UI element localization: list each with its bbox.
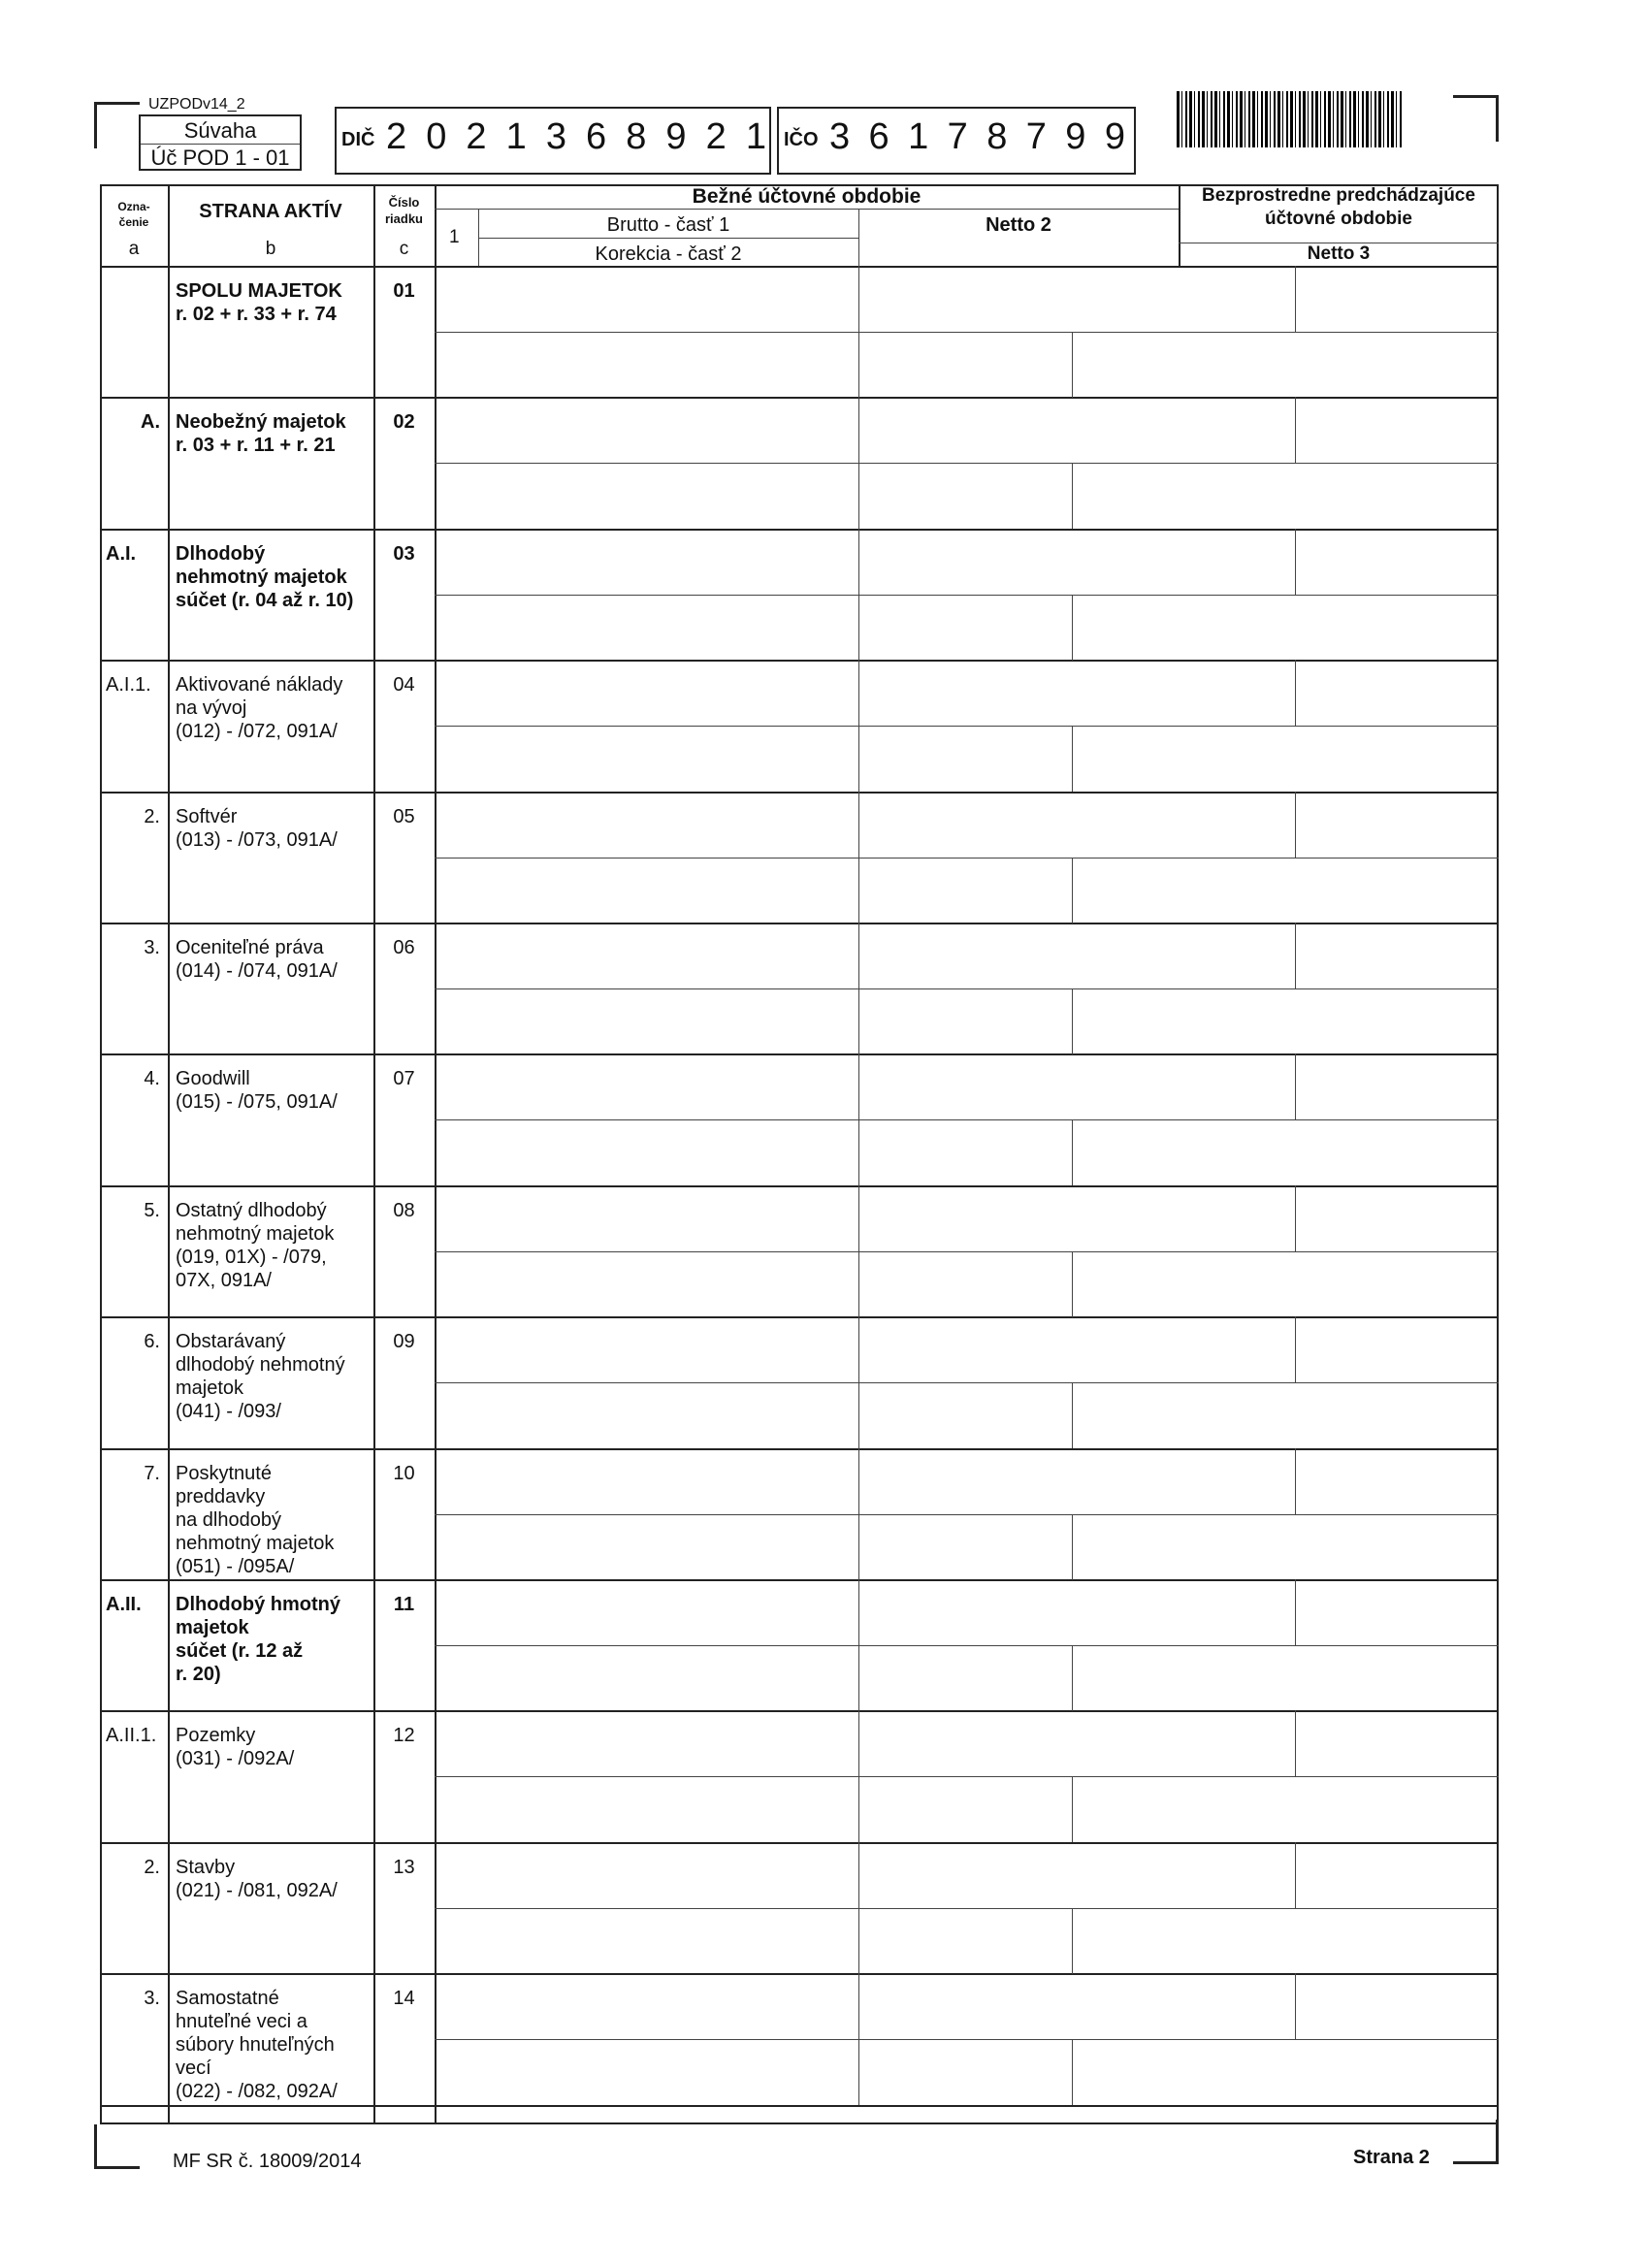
row-label-line: Oceniteľné práva [176, 937, 324, 958]
row-mid-line [435, 463, 1499, 464]
brutto-input[interactable] [436, 1712, 857, 1775]
col-header-korekcia: Korekcia - časť 2 [595, 243, 742, 265]
corner-mark-top-left-h [94, 102, 140, 105]
netto2-input[interactable] [859, 1055, 1294, 1118]
ico-digit: 9 [1065, 116, 1086, 157]
col-line-a [168, 184, 170, 2124]
row-mid-line [435, 332, 1499, 333]
row-oznacenie: 6. [144, 1331, 160, 1352]
row-label-line: (031) - /092A/ [176, 1748, 295, 1769]
row-col-line-korekcia [1072, 1119, 1073, 1185]
korekcia-input[interactable] [436, 1778, 1071, 1840]
row-label-line: preddavky [176, 1486, 266, 1507]
row-cislo: 13 [393, 1857, 415, 1878]
row-label [176, 1593, 370, 1686]
netto2-input[interactable] [859, 924, 1294, 988]
row-label-line: Pozemky [176, 1725, 256, 1746]
dic-digit: 1 [745, 116, 766, 157]
barcode [1177, 91, 1404, 147]
row-col-line-korekcia [1072, 2039, 1073, 2105]
col-header-1: 1 [449, 227, 460, 247]
row-cislo: 09 [393, 1331, 415, 1352]
col-header-a: a [128, 239, 140, 259]
netto3-input[interactable] [1297, 1187, 1497, 1250]
netto3-input[interactable] [1297, 1844, 1497, 1907]
row-label-line: (015) - /075, 091A/ [176, 1091, 338, 1113]
brutto-input[interactable] [436, 1450, 857, 1513]
row-col-line-netto3 [1295, 1710, 1296, 1776]
netto2-korekcia-input[interactable] [1074, 465, 1497, 527]
row-oznacenie: A.I. [106, 543, 137, 565]
row-col-line-netto3 [1295, 1185, 1296, 1251]
row-label-line: (013) - /073, 091A/ [176, 829, 338, 851]
dic-digit: 3 [545, 116, 566, 157]
col-header-b: b [265, 239, 276, 259]
dic-digit: 2 [466, 116, 487, 157]
netto2-korekcia-input[interactable] [1074, 334, 1497, 396]
row-label-line: nehmotný majetok [176, 1223, 335, 1245]
row-label-line: SPOLU MAJETOK [176, 280, 342, 302]
row-oznacenie: 3. [144, 937, 160, 958]
row-col-line-korekcia [1072, 332, 1073, 398]
ico-digit: 7 [1025, 116, 1047, 157]
row-label [176, 673, 370, 743]
col-header-netto3: Netto 3 [1307, 243, 1371, 264]
netto3-input[interactable] [1297, 1055, 1497, 1118]
row-cislo: 02 [393, 411, 415, 433]
row-label-line: Obstarávaný [176, 1331, 286, 1352]
row-col-line-korekcia [1072, 858, 1073, 923]
netto2-korekcia-input[interactable] [1074, 1253, 1497, 1315]
netto2-input[interactable] [859, 1975, 1294, 2038]
row-col-line-netto3 [1295, 1448, 1296, 1514]
row-col-line-korekcia [1072, 1645, 1073, 1711]
corner-mark-top-right [1496, 95, 1499, 142]
row-col-line-netto3 [1295, 792, 1296, 858]
dic-digit: 9 [665, 116, 687, 157]
brutto-input[interactable] [436, 794, 857, 857]
row-oznacenie: A.I.1. [106, 674, 151, 696]
brutto-input[interactable] [436, 268, 857, 331]
col-header-c: c [399, 239, 409, 259]
korekcia-input[interactable] [436, 1384, 1071, 1446]
ico-digit: 1 [908, 116, 929, 157]
title-line2: Úč POD 1 - 01 [150, 146, 290, 170]
row-label [176, 805, 370, 852]
netto3-input[interactable] [1297, 1975, 1497, 2038]
row-label [176, 542, 370, 612]
dic-digit: 6 [586, 116, 607, 157]
netto2-korekcia-input[interactable] [1074, 990, 1497, 1053]
row-oznacenie: 2. [144, 1857, 160, 1878]
row-oznacenie: 3. [144, 1988, 160, 2009]
row-cislo: 07 [393, 1068, 415, 1089]
netto2-korekcia-input[interactable] [1074, 2041, 1497, 2103]
row-oznacenie: A.II. [106, 1594, 142, 1615]
row-cislo: 08 [393, 1200, 415, 1221]
row-col-line-netto3 [1295, 1316, 1296, 1382]
row-label-line: vecí [176, 2057, 211, 2079]
corner-mark-bottom-right [1496, 2120, 1499, 2163]
netto2-input[interactable] [859, 662, 1294, 725]
brutto-input[interactable] [436, 531, 857, 594]
row-oznacenie: A.II.1. [106, 1725, 157, 1746]
korekcia-input[interactable] [436, 859, 1071, 922]
netto2-input[interactable] [859, 1844, 1294, 1907]
row-col-line-netto3 [1295, 397, 1296, 463]
header-line-brutto [478, 238, 858, 239]
netto2-korekcia-input[interactable] [1074, 1121, 1497, 1183]
col-line-b [373, 184, 375, 2124]
row-mid-line [435, 595, 1499, 596]
netto3-input[interactable] [1297, 1318, 1497, 1381]
row-label [176, 1724, 370, 1770]
row-label-line: (014) - /074, 091A/ [176, 960, 338, 982]
row-label-line: (041) - /093/ [176, 1401, 281, 1422]
row-label [176, 279, 370, 326]
row-label-line: r. 20) [176, 1664, 221, 1685]
row-mid-line [435, 1514, 1499, 1515]
netto3-input[interactable] [1297, 1450, 1497, 1513]
korekcia-input[interactable] [436, 1121, 1071, 1183]
row-label-line: Stavby [176, 1857, 236, 1878]
row-oznacenie: 2. [144, 806, 160, 827]
netto2-input[interactable] [859, 1450, 1294, 1513]
korekcia-input[interactable] [436, 990, 1071, 1053]
corner-mark-bottom-left-h [94, 2166, 140, 2169]
row-label-line: Goodwill [176, 1068, 250, 1089]
korekcia-input[interactable] [436, 1516, 1071, 1578]
corner-mark-top-left [94, 102, 97, 148]
corner-mark-bottom-left [94, 2124, 97, 2168]
row-label-line: súčet (r. 12 až [176, 1640, 304, 1662]
row-label-line: Dlhodobý hmotný [176, 1594, 340, 1615]
row-label-line: Softvér [176, 806, 238, 827]
brutto-input[interactable] [436, 924, 857, 988]
row-col-line-korekcia [1072, 595, 1073, 661]
col-header-brutto: Brutto - časť 1 [606, 214, 730, 236]
row-label-line: Ostatný dlhodobý [176, 1200, 327, 1221]
row-col-line-korekcia [1072, 1908, 1073, 1974]
netto2-input[interactable] [859, 1712, 1294, 1775]
brutto-input[interactable] [436, 1581, 857, 1644]
netto3-input[interactable] [1297, 399, 1497, 462]
row-label-line: majetok [176, 1617, 249, 1638]
row-label [176, 1067, 370, 1114]
brutto-input[interactable] [436, 1975, 857, 2038]
row-label [176, 1987, 370, 2103]
form-code: UZPODv14_2 [148, 96, 245, 113]
row-label [176, 936, 370, 983]
row-col-line-netto3 [1295, 1053, 1296, 1119]
row-mid-line [435, 858, 1499, 859]
row-mid-line [435, 1251, 1499, 1252]
netto3-input[interactable] [1297, 1581, 1497, 1644]
row-oznacenie: 4. [144, 1068, 160, 1089]
row-col-line-korekcia [1072, 988, 1073, 1054]
ico-digit: 7 [947, 116, 968, 157]
netto2-korekcia-input[interactable] [1074, 597, 1497, 659]
row-label-line: (022) - /082, 092A/ [176, 2081, 338, 2102]
row-col-line-korekcia [1072, 726, 1073, 792]
netto3-input[interactable] [1297, 268, 1497, 331]
row-label-line: Aktivované náklady [176, 674, 343, 696]
netto2-korekcia-input[interactable] [1074, 1910, 1497, 1972]
row-mid-line [435, 1119, 1499, 1120]
col-header-bezne: Bežné účtovné obdobie [692, 185, 922, 208]
row-label-line: r. 02 + r. 33 + r. 74 [176, 304, 337, 325]
row-oznacenie: 5. [144, 1200, 160, 1221]
row-divider [100, 2105, 1499, 2107]
col-header-cislo: Číslo riadku [384, 195, 423, 226]
ico-digit: 9 [1104, 116, 1125, 157]
dic-label: DIČ [341, 129, 375, 150]
row-label-line: Samostatné [176, 1988, 279, 2009]
footer-right: Strana 2 [1353, 2147, 1430, 2168]
row-col-line-netto3 [1295, 266, 1296, 332]
ico-digit: 8 [986, 116, 1008, 157]
row-cislo: 12 [393, 1725, 415, 1746]
dic-digit: 0 [426, 116, 447, 157]
row-mid-line [435, 1908, 1499, 1909]
netto3-input[interactable] [1297, 531, 1497, 594]
ico-digit: 3 [829, 116, 851, 157]
row-cislo: 06 [393, 937, 415, 958]
netto2-input[interactable] [859, 1581, 1294, 1644]
ico-label: IČO [784, 129, 819, 150]
netto2-korekcia-input[interactable] [1074, 1384, 1497, 1446]
korekcia-input[interactable] [436, 334, 1071, 396]
row-label [176, 1199, 370, 1292]
netto3-input[interactable] [1297, 924, 1497, 988]
row-col-line-korekcia [1072, 463, 1073, 529]
row-oznacenie: 7. [144, 1463, 160, 1484]
netto3-input[interactable] [1297, 662, 1497, 725]
row-label-line: (051) - /095A/ [176, 1556, 295, 1577]
netto2-input[interactable] [859, 1187, 1294, 1250]
row-label-line: dlhodobý nehmotný [176, 1354, 345, 1376]
row-mid-line [435, 1645, 1499, 1646]
korekcia-input[interactable] [436, 1910, 1071, 1972]
dic-digit: 2 [386, 116, 407, 157]
brutto-input[interactable] [436, 662, 857, 725]
row-col-line-korekcia [1072, 1514, 1073, 1580]
row-label-line: na dlhodobý [176, 1509, 281, 1531]
row-label-line: Neobežný majetok [176, 411, 346, 433]
korekcia-input[interactable] [436, 2041, 1071, 2103]
row-label [176, 410, 370, 457]
brutto-input[interactable] [436, 1187, 857, 1250]
row-col-line-netto3 [1295, 1842, 1296, 1908]
netto2-input[interactable] [859, 268, 1294, 331]
row-label-line: 07X, 091A/ [176, 1270, 272, 1291]
row-label-line: nehmotný majetok [176, 1533, 335, 1554]
brutto-input[interactable] [436, 399, 857, 462]
title-line1: Súvaha [183, 118, 257, 143]
row-mid-line [435, 2039, 1499, 2040]
netto2-input[interactable] [859, 794, 1294, 857]
row-label-line: nehmotný majetok [176, 567, 347, 588]
row-label-line: Poskytnuté [176, 1463, 272, 1484]
row-label-line: (021) - /081, 092A/ [176, 1880, 338, 1901]
row-col-line-korekcia [1072, 1251, 1073, 1317]
row-col-line-netto3 [1295, 923, 1296, 988]
row-mid-line [435, 1382, 1499, 1383]
row-label-line: (019, 01X) - /079, [176, 1247, 327, 1268]
corner-mark-bottom-right-h [1453, 2161, 1499, 2164]
row-col-line-netto3 [1295, 1973, 1296, 2039]
netto3-input[interactable] [1297, 794, 1497, 857]
row-col-line-korekcia [1072, 1776, 1073, 1842]
corner-mark-top-right-h [1453, 95, 1499, 98]
row-label-line: na vývoj [176, 697, 247, 719]
row-col-line-netto3 [1295, 1579, 1296, 1645]
col-header-predch: Bezprostredne predchádzajúce účtovné obdobie [1202, 185, 1475, 229]
row-cislo: 03 [393, 543, 415, 565]
row-cislo: 01 [393, 280, 415, 302]
netto2-korekcia-input[interactable] [1074, 1516, 1497, 1578]
row-label [176, 1330, 370, 1423]
netto2-input[interactable] [859, 1318, 1294, 1381]
row-col-line-netto3 [1295, 529, 1296, 595]
footer-left: MF SR č. 18009/2014 [173, 2151, 362, 2172]
netto2-input[interactable] [859, 531, 1294, 594]
row-label-line: Dlhodobý [176, 543, 266, 565]
korekcia-input[interactable] [436, 728, 1071, 790]
col-header-strana: STRANA AKTÍV [199, 201, 342, 222]
row-label-line: (012) - /072, 091A/ [176, 721, 338, 742]
netto2-korekcia-input[interactable] [1074, 859, 1497, 922]
row-label [176, 1856, 370, 1902]
brutto-input[interactable] [436, 1055, 857, 1118]
row-cislo: 14 [393, 1988, 415, 2009]
row-mid-line [435, 1776, 1499, 1777]
row-cislo: 04 [393, 674, 415, 696]
brutto-input[interactable] [436, 1844, 857, 1907]
netto2-korekcia-input[interactable] [1074, 728, 1497, 790]
korekcia-input[interactable] [436, 465, 1071, 527]
netto2-input[interactable] [859, 399, 1294, 462]
netto3-input[interactable] [1297, 1712, 1497, 1775]
header-line-bezne [435, 209, 1179, 210]
row-cislo: 05 [393, 806, 415, 827]
brutto-input[interactable] [436, 1318, 857, 1381]
row-label-line: súčet (r. 04 až r. 10) [176, 590, 354, 611]
row-col-line-netto3 [1295, 660, 1296, 726]
col-header-oznacenie: Ozna- čenie [117, 200, 150, 229]
dic-digit: 8 [626, 116, 647, 157]
korekcia-input[interactable] [436, 597, 1071, 659]
row-cislo: 11 [393, 1594, 415, 1615]
korekcia-input[interactable] [436, 1253, 1071, 1315]
row-label-line: r. 03 + r. 11 + r. 21 [176, 435, 336, 456]
dic-digit: 1 [505, 116, 527, 157]
row-mid-line [435, 988, 1499, 989]
ico-digit: 6 [868, 116, 889, 157]
ico-digits [829, 116, 1125, 158]
row-col-line-korekcia [1072, 1382, 1073, 1448]
korekcia-input[interactable] [436, 1647, 1071, 1709]
netto2-korekcia-input[interactable] [1074, 1778, 1497, 1840]
dic-digit: 2 [705, 116, 727, 157]
row-label-line: majetok [176, 1377, 244, 1399]
row-cislo: 10 [393, 1463, 415, 1484]
row-label-line: súbory hnuteľných [176, 2034, 335, 2056]
row-label-line: hnuteľné veci a [176, 2011, 307, 2032]
col-header-netto2: Netto 2 [986, 214, 1051, 236]
row-mid-line [435, 726, 1499, 727]
dic-digits [386, 116, 766, 158]
title-divider [141, 144, 300, 145]
row-oznacenie: A. [141, 411, 160, 433]
row-label [176, 1462, 370, 1578]
netto2-korekcia-input[interactable] [1074, 1647, 1497, 1709]
